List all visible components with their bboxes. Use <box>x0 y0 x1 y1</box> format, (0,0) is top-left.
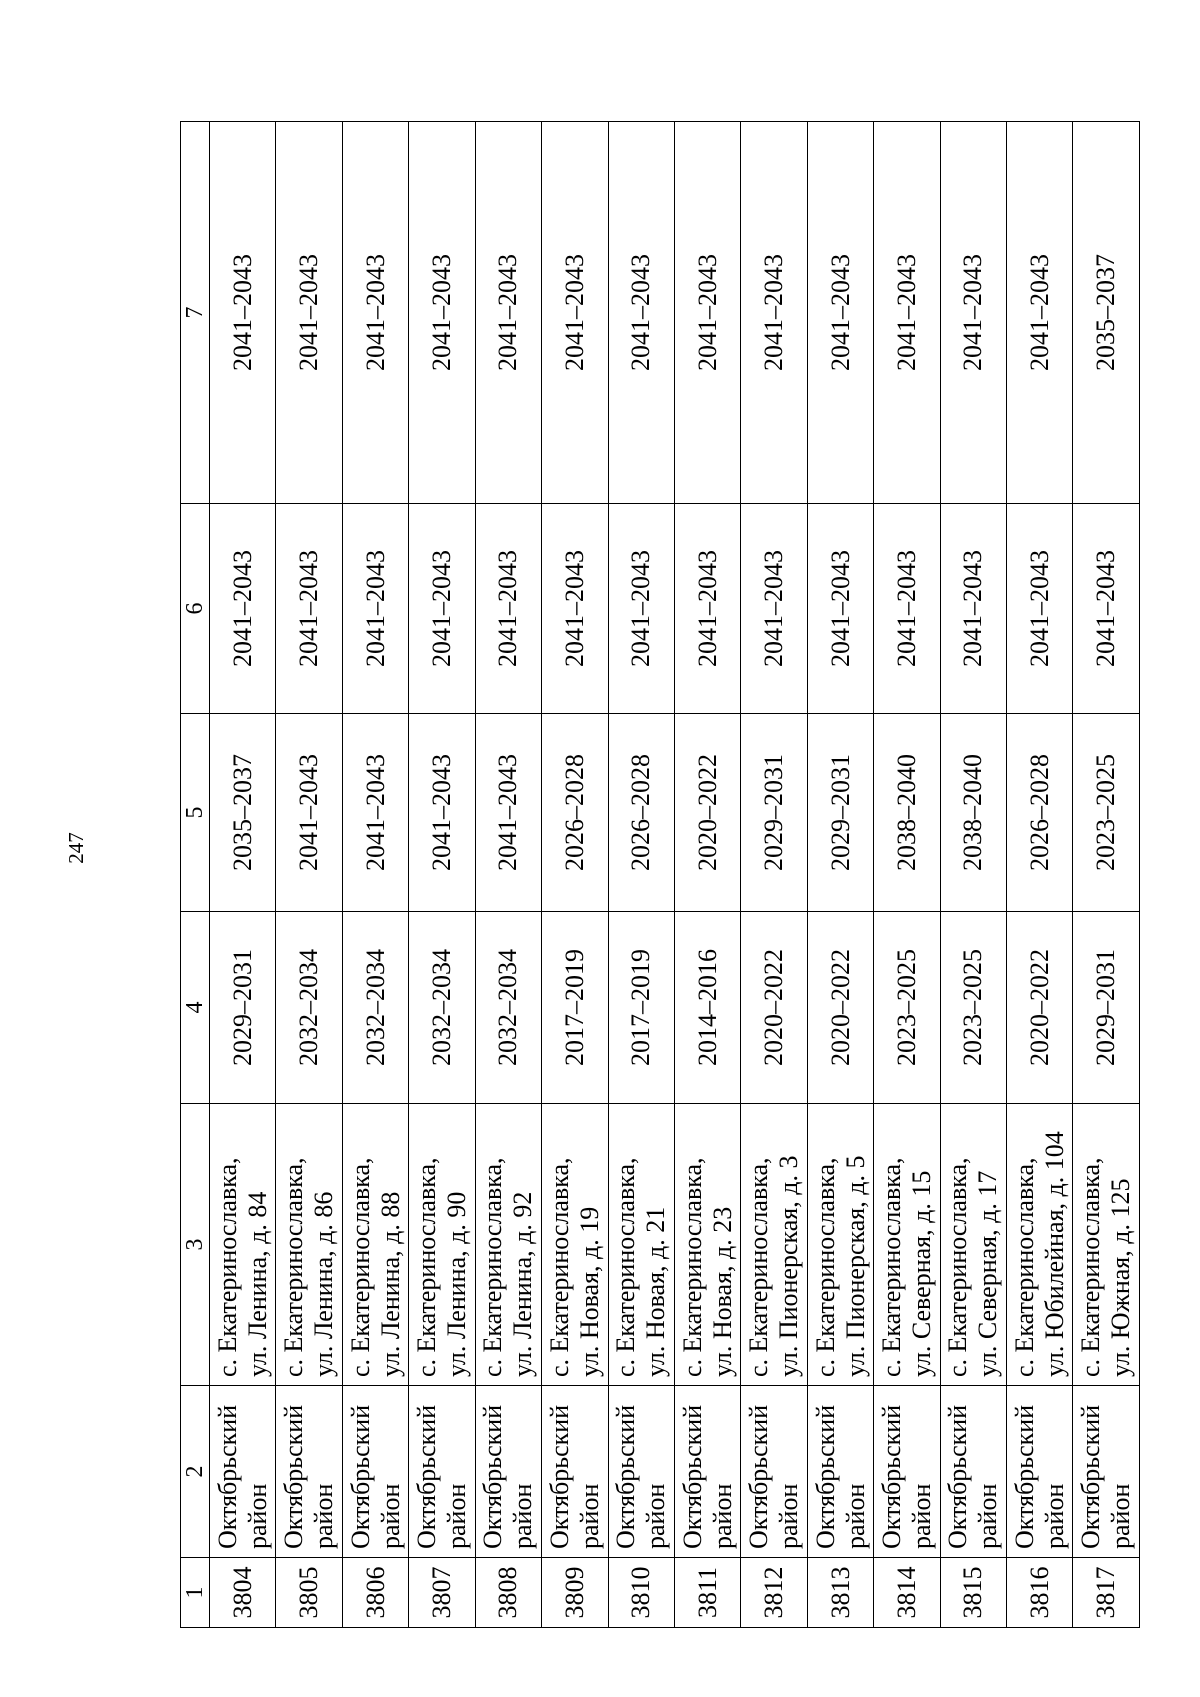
address-cell-line: ул. Ленина, д. 88 <box>375 1191 405 1377</box>
period-cell-6: 2041–2043 <box>608 504 674 714</box>
district-cell-line: район <box>1106 1483 1136 1549</box>
address-cell-line: ул. Северная, д. 17 <box>973 1170 1003 1377</box>
period-cell-5: 2026–2028 <box>608 714 674 912</box>
period-cell-6: 2041–2043 <box>409 504 475 714</box>
district-cell <box>674 1386 740 1558</box>
period-cell-4: 2023–2025 <box>874 912 940 1104</box>
period-cell-7: 2041–2043 <box>1007 122 1073 504</box>
period-cell-4: 2017–2019 <box>542 912 608 1104</box>
period-cell-5: 2035–2037 <box>210 714 276 912</box>
address-cell-line: ул. Ленина, д. 84 <box>242 1191 272 1377</box>
table-row <box>807 122 873 1628</box>
district-cell-line: Октябрьский <box>876 1404 906 1549</box>
table-row <box>674 122 740 1628</box>
column-header: 7 <box>181 122 210 504</box>
table-row <box>1073 122 1140 1628</box>
period-cell-4: 2032–2034 <box>475 912 541 1104</box>
period-cell-6: 2041–2043 <box>542 504 608 714</box>
address-cell-line: ул. Новая, д. 19 <box>574 1206 604 1377</box>
address-cell-line: ул. Ленина, д. 92 <box>508 1191 538 1377</box>
period-cell-4: 2017–2019 <box>608 912 674 1104</box>
table-wrapper <box>180 122 1140 1628</box>
period-cell-7: 2041–2043 <box>674 122 740 504</box>
district-cell-line: Октябрьский <box>544 1404 574 1549</box>
district-cell-line: Октябрьский <box>1076 1404 1106 1549</box>
period-cell-7: 2041–2043 <box>409 122 475 504</box>
district-cell-line: Октябрьский <box>478 1404 508 1549</box>
period-cell-6: 2041–2043 <box>276 504 342 714</box>
address-cell-line: с. Екатеринославка, <box>744 1157 774 1377</box>
row-number: 3812 <box>741 1558 807 1628</box>
row-number: 3816 <box>1007 1558 1073 1628</box>
address-cell-line: ул. Ленина, д. 86 <box>309 1191 339 1377</box>
table-row <box>210 122 276 1628</box>
table-row <box>342 122 408 1628</box>
period-cell-7: 2041–2043 <box>342 122 408 504</box>
table-row <box>874 122 940 1628</box>
district-cell <box>1073 1386 1140 1558</box>
column-header: 1 <box>181 1558 210 1628</box>
district-cell-line: район <box>441 1483 471 1549</box>
period-cell-6: 2041–2043 <box>475 504 541 714</box>
column-header: 3 <box>181 1104 210 1386</box>
district-cell-line: район <box>1039 1483 1069 1549</box>
address-cell <box>874 1104 940 1386</box>
address-cell <box>475 1104 541 1386</box>
period-cell-5: 2023–2025 <box>1073 714 1140 912</box>
address-cell-line: с. Екатеринославка, <box>876 1157 906 1377</box>
period-cell-5: 2038–2040 <box>874 714 940 912</box>
row-number: 3808 <box>475 1558 541 1628</box>
column-header: 5 <box>181 714 210 912</box>
address-cell <box>940 1104 1006 1386</box>
row-number: 3817 <box>1073 1558 1140 1628</box>
table-row <box>608 122 674 1628</box>
address-cell <box>1007 1104 1073 1386</box>
district-cell-line: район <box>309 1483 339 1549</box>
district-cell-line: район <box>906 1483 936 1549</box>
period-cell-5: 2029–2031 <box>741 714 807 912</box>
period-cell-6: 2041–2043 <box>1073 504 1140 714</box>
period-cell-5: 2041–2043 <box>276 714 342 912</box>
address-cell-line: ул. Южная, д. 125 <box>1106 1178 1136 1377</box>
period-cell-7: 2041–2043 <box>210 122 276 504</box>
address-cell-line: с. Екатеринославка, <box>478 1157 508 1377</box>
period-cell-7: 2035–2037 <box>1073 122 1140 504</box>
address-cell-line: с. Екатеринославка, <box>611 1157 641 1377</box>
district-cell <box>409 1386 475 1558</box>
district-cell-line: район <box>641 1483 671 1549</box>
district-cell-line: район <box>840 1483 870 1549</box>
row-number: 3805 <box>276 1558 342 1628</box>
period-cell-7: 2041–2043 <box>542 122 608 504</box>
address-cell-line: с. Екатеринославка, <box>279 1157 309 1377</box>
district-cell-line: Октябрьский <box>943 1404 973 1549</box>
period-cell-6: 2041–2043 <box>342 504 408 714</box>
period-cell-4: 2014–2016 <box>674 912 740 1104</box>
address-cell <box>409 1104 475 1386</box>
period-cell-4: 2020–2022 <box>807 912 873 1104</box>
column-header: 2 <box>181 1386 210 1558</box>
address-cell-line: ул. Пионерская, д. 3 <box>774 1155 804 1377</box>
address-cell-line: ул. Пионерская, д. 5 <box>840 1155 870 1377</box>
district-cell <box>807 1386 873 1558</box>
address-cell-line: с. Екатеринославка, <box>1076 1157 1106 1377</box>
row-number: 3806 <box>342 1558 408 1628</box>
period-cell-5: 2029–2031 <box>807 714 873 912</box>
period-cell-4: 2023–2025 <box>940 912 1006 1104</box>
address-cell-line: с. Екатеринославка, <box>544 1157 574 1377</box>
table-row <box>741 122 807 1628</box>
district-cell-line: Октябрьский <box>279 1404 309 1549</box>
period-cell-7: 2041–2043 <box>741 122 807 504</box>
table-row <box>475 122 541 1628</box>
address-cell-line: с. Екатеринославка, <box>212 1157 242 1377</box>
address-cell-line: с. Екатеринославка, <box>1009 1157 1039 1377</box>
period-cell-7: 2041–2043 <box>807 122 873 504</box>
period-cell-7: 2041–2043 <box>475 122 541 504</box>
address-cell-line: с. Екатеринославка, <box>677 1157 707 1377</box>
address-cell <box>210 1104 276 1386</box>
period-cell-6: 2041–2043 <box>210 504 276 714</box>
address-cell-line: с. Екатеринославка, <box>411 1157 441 1377</box>
district-cell <box>940 1386 1006 1558</box>
district-cell-line: Октябрьский <box>810 1404 840 1549</box>
column-header: 4 <box>181 912 210 1104</box>
period-cell-6: 2041–2043 <box>807 504 873 714</box>
period-cell-6: 2041–2043 <box>1007 504 1073 714</box>
district-cell <box>1007 1386 1073 1558</box>
district-cell-line: Октябрьский <box>1009 1404 1039 1549</box>
table-row <box>1007 122 1073 1628</box>
district-cell-line: Октябрьский <box>744 1404 774 1549</box>
row-number: 3809 <box>542 1558 608 1628</box>
period-cell-7: 2041–2043 <box>940 122 1006 504</box>
district-cell-line: район <box>574 1483 604 1549</box>
address-cell-line: ул. Новая, д. 21 <box>641 1206 671 1377</box>
period-cell-7: 2041–2043 <box>608 122 674 504</box>
district-cell <box>874 1386 940 1558</box>
district-cell <box>475 1386 541 1558</box>
column-header: 6 <box>181 504 210 714</box>
district-cell <box>342 1386 408 1558</box>
address-cell-line: ул. Ленина, д. 90 <box>441 1191 471 1377</box>
period-cell-4: 2032–2034 <box>342 912 408 1104</box>
district-cell-line: район <box>707 1483 737 1549</box>
address-cell-line: с. Екатеринославка, <box>345 1157 375 1377</box>
period-cell-4: 2020–2022 <box>1007 912 1073 1104</box>
table-row <box>409 122 475 1628</box>
district-cell <box>608 1386 674 1558</box>
period-cell-7: 2041–2043 <box>276 122 342 504</box>
district-cell <box>276 1386 342 1558</box>
district-cell <box>542 1386 608 1558</box>
address-cell <box>342 1104 408 1386</box>
district-cell-line: Октябрьский <box>677 1404 707 1549</box>
period-cell-4: 2029–2031 <box>1073 912 1140 1104</box>
address-cell-line: с. Екатеринославка, <box>810 1157 840 1377</box>
row-number: 3813 <box>807 1558 873 1628</box>
header-row <box>181 122 210 1628</box>
district-cell-line: Октябрьский <box>212 1404 242 1549</box>
district-cell-line: район <box>973 1483 1003 1549</box>
row-number: 3804 <box>210 1558 276 1628</box>
period-cell-6: 2041–2043 <box>940 504 1006 714</box>
address-cell-line: ул. Северная, д. 15 <box>906 1170 936 1377</box>
period-cell-6: 2041–2043 <box>874 504 940 714</box>
district-cell-line: район <box>508 1483 538 1549</box>
address-cell <box>542 1104 608 1386</box>
address-cell-line: ул. Новая, д. 23 <box>707 1206 737 1377</box>
period-cell-4: 2029–2031 <box>210 912 276 1104</box>
document-table <box>180 121 1140 1628</box>
address-cell <box>608 1104 674 1386</box>
district-cell-line: район <box>774 1483 804 1549</box>
table-row <box>940 122 1006 1628</box>
address-cell <box>276 1104 342 1386</box>
address-cell <box>807 1104 873 1386</box>
period-cell-6: 2041–2043 <box>674 504 740 714</box>
period-cell-5: 2026–2028 <box>542 714 608 912</box>
period-cell-5: 2041–2043 <box>409 714 475 912</box>
period-cell-5: 2038–2040 <box>940 714 1006 912</box>
table-row <box>276 122 342 1628</box>
row-number: 3811 <box>674 1558 740 1628</box>
district-cell <box>741 1386 807 1558</box>
period-cell-6: 2041–2043 <box>741 504 807 714</box>
district-cell-line: Октябрьский <box>611 1404 641 1549</box>
row-number: 3807 <box>409 1558 475 1628</box>
period-cell-4: 2020–2022 <box>741 912 807 1104</box>
period-cell-5: 2026–2028 <box>1007 714 1073 912</box>
period-cell-7: 2041–2043 <box>874 122 940 504</box>
period-cell-5: 2020–2022 <box>674 714 740 912</box>
period-cell-4: 2032–2034 <box>276 912 342 1104</box>
period-cell-5: 2041–2043 <box>342 714 408 912</box>
district-cell-line: Октябрьский <box>345 1404 375 1549</box>
address-cell-line: ул. Юбилейная, д. 104 <box>1039 1131 1069 1377</box>
period-cell-4: 2032–2034 <box>409 912 475 1104</box>
district-cell-line: район <box>375 1483 405 1549</box>
district-cell-line: район <box>242 1483 272 1549</box>
row-number: 3810 <box>608 1558 674 1628</box>
address-cell <box>674 1104 740 1386</box>
address-cell <box>1073 1104 1140 1386</box>
page-number: 247 <box>64 832 88 864</box>
district-cell <box>210 1386 276 1558</box>
row-number: 3814 <box>874 1558 940 1628</box>
period-cell-5: 2041–2043 <box>475 714 541 912</box>
table-row <box>542 122 608 1628</box>
address-cell-line: с. Екатеринославка, <box>943 1157 973 1377</box>
row-number: 3815 <box>940 1558 1006 1628</box>
district-cell-line: Октябрьский <box>411 1404 441 1549</box>
address-cell <box>741 1104 807 1386</box>
